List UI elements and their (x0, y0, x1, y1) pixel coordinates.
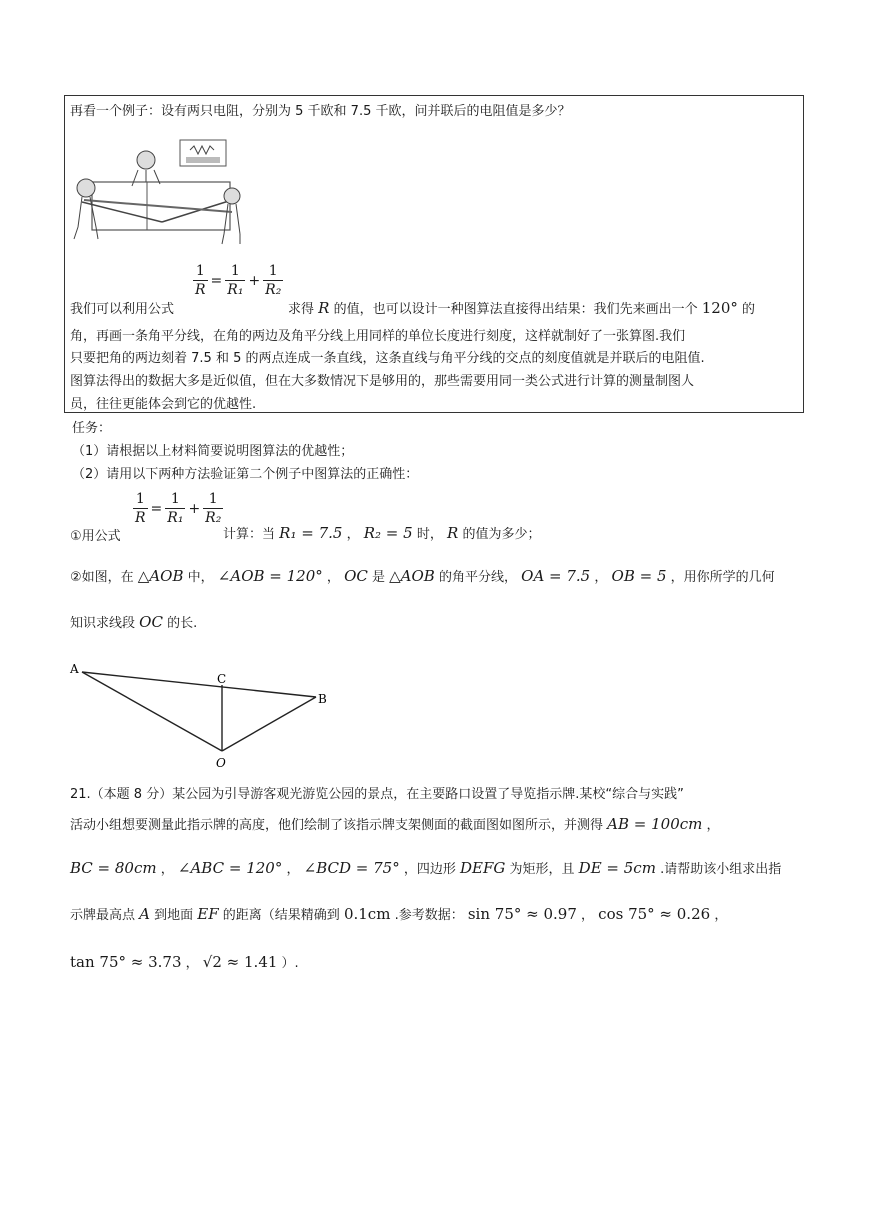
q21-line-1: 21.（本题 8 分）某公园为引导游客观光游览公园的景点，在主要路口设置了导览指示牌.某校“综合与实践” (70, 787, 684, 802)
formula-suffix: 求得 R 的值，也可以设计一种图算法直接得出结果：我们先来画出一个 120° 的 (288, 299, 756, 317)
box-line-2: 角，再画一条角平分线，在角的两边及角平分线上用同样的单位长度进行刻度，这样就制好了一张算图.我们 (70, 329, 686, 344)
parallel-resistance-formula: $\frac{1}{R}$ = $\frac{1}{\text{R₁}}$ + $\frac{1}{\text{R₂}}$ (195, 263, 282, 298)
tasks-title: 任务： (72, 421, 112, 436)
q21-line-3: BC = 80cm ， ∠ABC = 120° ， ∠BCD = 75° ，四边形 DEFG 为矩形，且 DE = 5cm .请帮助该小组求出指 (70, 859, 782, 877)
segment-ob (222, 697, 316, 751)
box-line-4: 图算法得出的数据大多是近似值，但在大多数情况下是够用的，那些需要用同一类公式进行计算的测量制图人 (70, 374, 695, 389)
label-c: C (217, 672, 227, 686)
method-2-line-1: ②如图，在 △AOB 中， ∠AOB = 120° ， OC 是 △AOB 的角平分线， OA = 7.5 ， OB = 5 ，用你所学的几何 (70, 567, 775, 585)
task-2: （2）请用以下两种方法验证第二个例子中图算法的正确性： (72, 467, 419, 482)
box-line-5: 员，往往更能体会到它的优越性. (70, 397, 257, 412)
box-line-3: 只要把角的两边刻着 7.5 和 5 的两点连成一条直线，这条直线与角平分线的交点的刻度值就是并联后的电阻值. (70, 351, 705, 366)
illustration-image (72, 130, 244, 248)
segment-ab (82, 672, 316, 697)
label-a: A (70, 662, 79, 676)
q21-line-5: tan 75° ≈ 3.73 ， √2 ≈ 1.41 ）. (70, 953, 299, 971)
method-1-formula: $\frac{1}{R}$ = $\frac{1}{\text{R₁}}$ + $\frac{1}{\text{R₂}}$ (135, 491, 222, 526)
segment-oa (82, 672, 222, 751)
method-1-prefix: ①用公式 (70, 529, 121, 544)
triangle-aob-figure (64, 655, 344, 770)
task-1: （1）请根据以上材料简要说明图算法的优越性； (72, 444, 354, 459)
q21-line-4: 示牌最高点 A 到地面 EF 的距离（结果精确到 0.1cm .参考数据： sin 75° ≈ 0.97 ， cos 75° ≈ 0.26 ， (70, 905, 728, 923)
intro-text: 再看一个例子：设有两只电阻，分别为 5 千欧和 7.5 千欧，问并联后的电阻值是多少？ (70, 104, 571, 119)
q21-line-2: 活动小组想要测量此指示牌的高度，他们绘制了该指示牌支架侧面的截面图如图所示，并测得 AB = 100cm ， (70, 815, 720, 833)
label-b: B (318, 692, 327, 706)
method-1-text: 计算：当 R₁ = 7.5 ， R₂ = 5 时， R 的值为多少； (223, 524, 541, 542)
formula-prefix: 我们可以利用公式 (70, 302, 175, 317)
label-o: O (216, 756, 226, 770)
method-2-line-2: 知识求线段 OC 的长. (70, 613, 198, 631)
